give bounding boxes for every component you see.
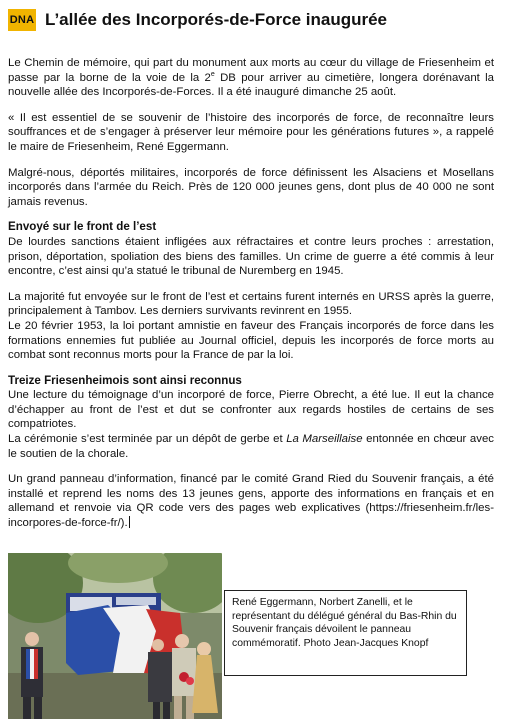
paragraph-urss: La majorité fut envoyée sur le front de l’est et certains furent internés en URSS après la guerre, principalement à Tambov. Les derniers survivants revinrent en 1955. [8,290,494,318]
paragraph-amnistie: Le 20 février 1953, la loi portant amnistie en faveur des Français incorporés de force dans les formations ennemies fut publiée au Journal officiel, depuis les incorporés de force morts au combat sont reconnus morts pour la France de par la loi. [8,319,494,362]
article-title: L’allée des Incorporés-de-Force inaugurée [45,10,387,29]
text-cursor [129,516,130,528]
paragraph-intro: Le Chemin de mémoire, qui part du monument aux morts au cœur du village de Friesenheim et passe par la borne de la voie de la 2e DB pour arriver au cimetière, longera dorénavant la nouvelle allée des Incorporés-de-Forces. Il a été inauguré dimanche 25 août. [8,57,494,99]
paragraph-panneau: Un grand panneau d’information, financé par le comité Grand Ried du Souvenir français, a été installé et reprend les noms des 13 jeunes gens, apporte des informations en français et en allemand et renvoie via QR code vers des pages web explicatives (https://friesenheim.fr/les-incorpores-de-force-fr/). [8,473,494,530]
paragraph-ceremonie: La cérémonie s’est terminée par un dépôt de gerbe et La Marseillaise entonnée en chœur avec le soutien de la chorale. [8,433,494,460]
article-body [8,56,494,542]
paragraph-temoignage: Une lecture du témoignage d’un incorporé de force, Pierre Obrecht, a été lue. Il eut la chance d’échapper au front de l’est et dut se confronter aux regards hostiles de certains de ses compatriotes. [8,389,494,431]
ceremony-photo-illustration [8,553,222,719]
paragraph-malgre-nous: Malgré-nous, déportés militaires, incorporés de force définissent les Alsaciens et Mosellans incorporés dans l’armée du Reich. Près de 120 000 jeunes gens, dont plus de 40 000 ne sont jamais revenus. [8,166,494,208]
article-header [8,8,520,34]
paragraph-quote: « Il est essentiel de se souvenir de l’histoire des incorporés de force, de reconnaître leurs souffrances et de s’engager à préserver leur mémoire pour les générations futures », a rappelé le maire de Friesenheim, René Eggermann. [8,111,494,153]
subheading-front-est: Envoyé sur le front de l’est [8,220,157,234]
photo-caption: René Eggermann, Norbert Zanelli, et le représentant du délégué général du Bas-Rhin du Souvenir français dévoilent le panneau commémoratif. Photo Jean-Jacques Knopf [224,590,467,676]
subheading-treize: Treize Friesenheimois sont ainsi reconnus [8,373,242,387]
ceremony-photo [8,553,222,719]
paragraph-sanctions: De lourdes sanctions étaient infligées aux réfractaires et contre leurs proches : arrestation, prison, déportation, spoliation des biens des familles. Un crime de guerre a été commis à leur encontre, c’est ainsi qu’a statué le tribunal de Nuremberg en 1945. [8,235,494,278]
dna-logo: DNA [8,9,36,31]
